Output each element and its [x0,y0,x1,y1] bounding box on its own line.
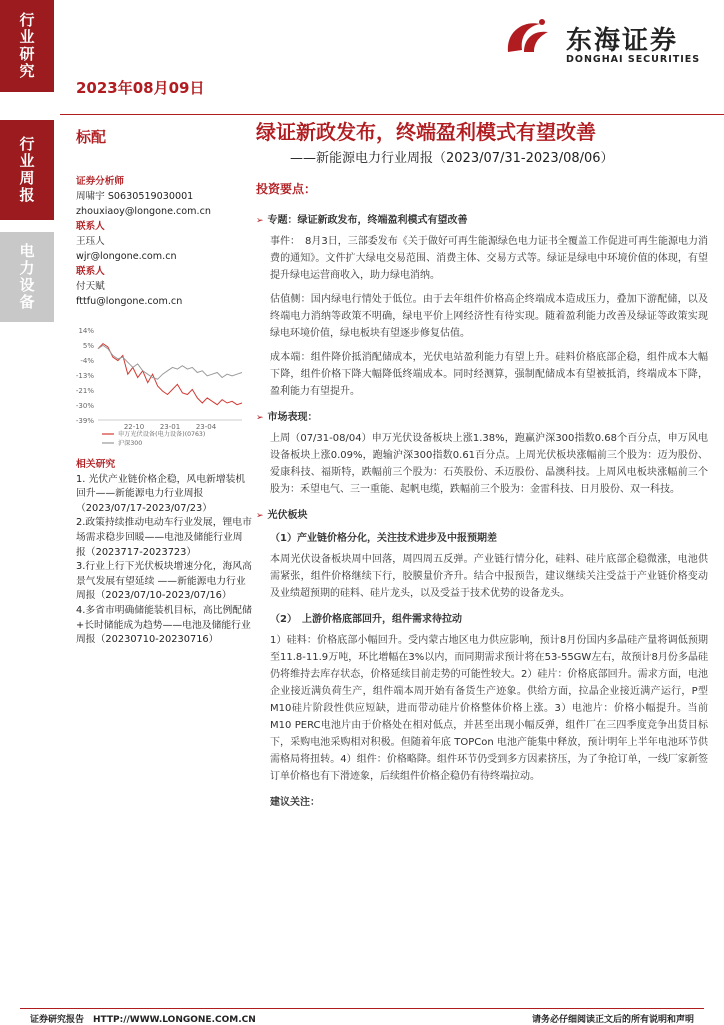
logo-text-cn: 东海证券 [566,26,679,56]
y-tick-label: 14% [78,327,94,335]
analyst-email[interactable]: zhouxiaoy@longone.com.cn [76,206,211,217]
analyst-name: 周啸宇 S0630519030001 [76,191,194,202]
contact2-email[interactable]: fttfu@longone.com.cn [76,296,183,307]
contact2-label: 联系人 [76,266,105,277]
para-pv-weekly: 本周光伏设备板块周中回落，周四周五反弹。产业链行情分化，硅料、硅片底部企稳微涨，电池供需紧张，组件价格继续下行，胶膜量价齐升。结合中报预告，建议继续关注受益于产业链价格变动及业绩超预期的硅料、硅片龙头，以及受益于技术优势的设备龙头。 [270,554,708,599]
x-tick-label: 23-01 [159,423,181,431]
footer-right: 请务必仔细阅读正文后的所有说明和声明 [531,1015,694,1025]
bullet-icon: ➢ [256,413,264,423]
bullet-icon: ➢ [256,511,264,521]
para-valuation: 估值侧：国内绿电行情处于低位。由于去年组件价格高企终端成本造成压力，叠加下游配储，以及终端电力消纳等政策不明确，绿电平价上网经济性有待实现。随着盈利能力改善及绿证等政策实现绿电环境价值，绿电板块有望逐步修复估值。 [270,294,708,339]
sub-heading-2: （2） 上游价格底部回升，组件需求待拉动 [270,614,462,625]
legend-label: 沪深300 [118,440,143,447]
report-title: 绿证新政发布，终端盈利模式有望改善 [256,120,596,144]
related-item-3[interactable]: 3.行业上行下光伏板块增速分化，海风高景气发展有望延续 ——新能源电力行业周报（2023/07/10-2023/07/16） [76,561,252,602]
tab-industry-weekly: 行业周报 [0,120,54,220]
report-subtitle: ——新能源电力行业周报（2023/07/31-2023/08/06） [290,151,614,166]
contact1-name: 王珏人 [76,236,105,247]
contact1-label: 联系人 [76,221,105,232]
tab-power-equipment: 电力设备 [0,232,54,322]
x-tick-label: 22-10 [123,423,145,431]
sub-heading-1: （1）产业链价格分化，关注技术进步及中报预期差 [270,533,497,544]
header-divider [60,114,724,115]
para-supply-chain: 1）硅料：价格底部小幅回升。受内蒙古地区电力供应影响，预计8月份国内多晶硅产量将调低预期至11.8-11.9万吨，环比增幅在3%以内，而同期需求预计将在53-55GW左右，故预计8月份多晶硅仍将维持去库存状态，价格延续目前走势的可能性较大。2）硅片：价格底部回升。需求方面，电池企业接近满负荷生产，组件端本周开始有备货生产迹象。供给方面，拉晶企业接近满产运行，P型M10硅片阶段性供应短缺，进而带动硅片价格整体价格上涨。3）电池片：价格小幅提升。当前M10 PERC电池片由于价格处在相对低点，并甚至出现小幅反弹，组件厂在三四季度竞争出货目标下，采购电池采购相对积极。但随着年底 TOPCon 电池产能集中释放，预计明年上半年电池环节供需格局将扭转。4）组件：价格略降。组件环节仍受到多方因素挤压，为了争抢订单，一线厂家新签订单价格也有下滑迹象，后续组件价格企稳仍有待终端拉动。 [270,635,708,782]
footer-divider [20,1008,704,1009]
contact2-name: 付天赋 [76,281,105,292]
y-tick-label: -4% [80,357,94,365]
y-tick-label: -13% [75,372,94,380]
logo-text-en: DONGHAI SECURITIES [566,54,701,65]
related-title: 相关研究 [76,459,116,470]
main-content [256,180,708,808]
analyst-label: 证券分析师 [76,176,124,187]
series-line-1 [98,344,242,405]
related-item-1[interactable]: 1. 光伏产业链价格企稳，风电新增装机回升——新能源电力行业周报（2023/07/17-2023/07/23） [76,473,246,514]
bullet-icon: ➢ [256,216,264,226]
report-date: 2023年08月09日 [76,79,205,97]
performance-chart [70,322,250,452]
key-points-title: 投资要点： [256,182,317,196]
market-heading: ➢ 市场表现： [256,412,318,423]
rating: 标配 [76,128,107,146]
contact1-email[interactable]: wjr@longone.com.cn [76,251,177,262]
chart-svg [70,322,250,452]
logo-emblem [498,12,558,62]
para-event: 事件： 8月3日，三部委发布《关于做好可再生能源绿色电力证书全覆盖工作促进可再生能源电力消费的通知》。文件扩大绿电交易范围、消费主体、交易方式等。绿证是绿电中环境价值的体现，有望提升绿电运营商收入，助力绿电消纳。 [270,236,708,281]
related-item-4[interactable]: 4.多省市明确储能装机目标，高比例配储+长时储能成为趋势——电池及储能行业周报（20230710-20230716） [76,604,252,646]
series-line-2 [98,345,242,379]
x-tick-label: 23-04 [195,423,217,431]
related-research [76,458,252,648]
topic-heading: ➢ 专题：绿证新政发布，终端盈利模式有望改善 [256,215,468,226]
suggest-heading: 建议关注： [270,797,320,808]
y-tick-label: -39% [75,417,94,425]
y-tick-label: 5% [82,342,94,350]
y-tick-label: -21% [75,387,94,395]
legend-label: 申万光伏设备(电力设备)(0763) [118,431,206,438]
footer-left[interactable]: 证券研究报告 HTTP://WWW.LONGONE.COM.CN [30,1015,256,1025]
pv-heading: ➢ 光伏板块 [256,510,308,521]
tab-industry-research: 行业研究 [0,0,54,92]
related-item-2[interactable]: 2.政策持续推动电动车行业发展，锂电市场需求稳步回暖——电池及储能行业周报（2023717-2023723） [76,517,252,558]
para-market: 上周（07/31-08/04）申万光伏设备板块上涨1.38%，跑赢沪深300指数0.68个百分点，申万风电设备板块上涨0.09%，跑输沪深300指数0.61百分点。上周光伏板块涨幅前三个股为：迈为股份、爱康科技、福斯特，跌幅前三个股为：石英股份、禾迈股份、晶澳科技。上周风电板块涨幅前三个股为：禾望电气、三一重能、起帆电缆，跌幅前三个股为：金雷科技、日月股份、双一科技。 [270,433,708,495]
para-cost: 成本端：组件降价抵消配储成本，光伏电站盈利能力有望上升。硅料价格底部企稳，组件成本大幅下降，组件价格下降大幅降低终端成本。同时经测算，强制配储成本有望被抵消，终端成本下降，盈利能力有望提升。 [270,352,708,397]
y-tick-label: -30% [75,402,94,410]
analyst-block [76,174,246,309]
